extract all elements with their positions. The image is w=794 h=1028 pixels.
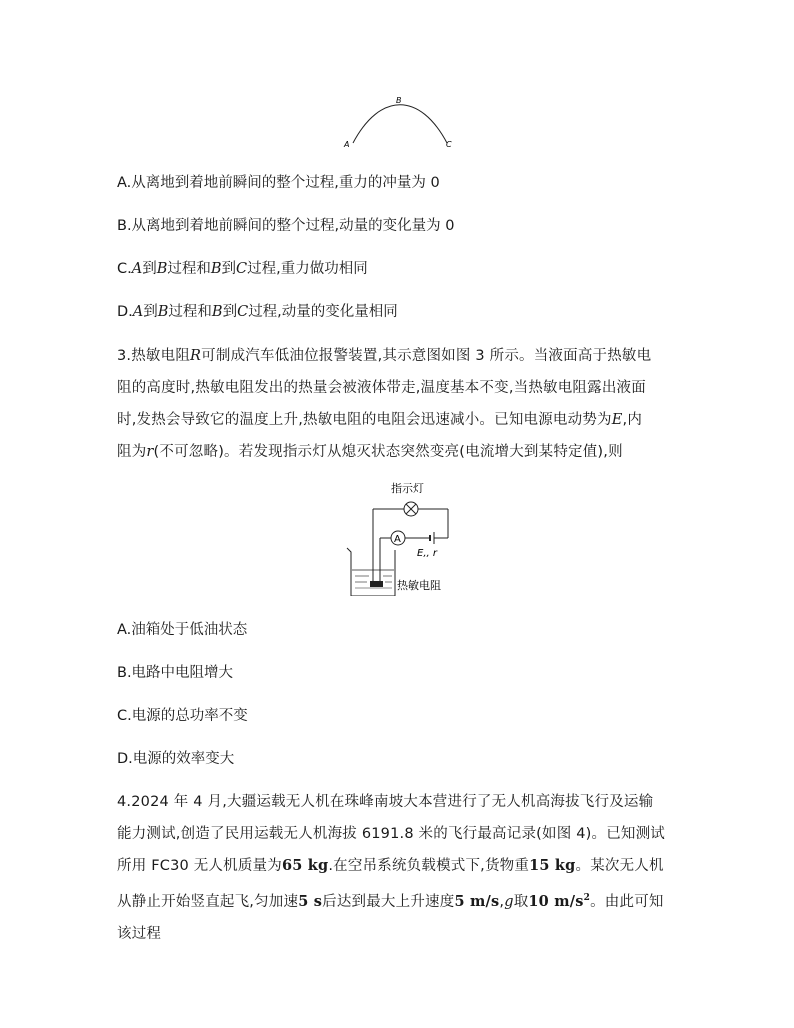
- text: 过程,重力做功相同: [247, 261, 368, 277]
- q4-stem: [117, 786, 677, 950]
- text: 到: [221, 261, 237, 277]
- arc-curve: [353, 105, 447, 143]
- q4-line-1: 4.2024 年 4 月,大疆运载无人机在珠峰南坡大本营进行了无人机高海拔飞行及运输: [117, 794, 654, 810]
- lamp-label: 指示灯: [391, 482, 424, 495]
- gravity-value: 10 $m/s^2$: [528, 892, 591, 910]
- text: 过程和: [167, 261, 211, 277]
- var-e: E: [611, 412, 623, 428]
- text: 到: [143, 304, 158, 320]
- var-a: A: [132, 304, 144, 320]
- time-value: 5 s: [298, 892, 323, 910]
- q2-option-a: A.从离地到着地前瞬间的整个过程,重力的冲量为 0: [117, 175, 440, 191]
- q2-option-c: [117, 259, 368, 279]
- arc-label-b: B: [396, 96, 402, 105]
- exponent: 2: [583, 893, 591, 903]
- text: 到: [142, 261, 157, 277]
- q2-option-b: B.从离地到着地前瞬间的整个过程,动量的变化量为 0: [117, 218, 455, 234]
- q3-line-4: 阻为r(不可忽略)。若发现指示灯从熄灭状态突然变亮(电流增大到某特定值),则: [117, 444, 623, 460]
- thermistor: [370, 581, 383, 587]
- ammeter-symbol: A: [394, 534, 401, 545]
- q2-option-d: [117, 302, 398, 322]
- arc-label-c: C: [446, 140, 452, 149]
- var-b: B: [210, 261, 222, 277]
- battery-icon: [430, 532, 434, 544]
- source-label: E,, r: [417, 548, 437, 559]
- text: 过程,动量的变化量相同: [248, 304, 398, 320]
- thermistor-label: 热敏电阻: [397, 579, 441, 592]
- q3-line-1: 3.热敏电阻R可制成汽车低油位报警装置,其示意图如图 3 所示。当液面高于热敏电: [117, 348, 652, 364]
- text: 过程和: [168, 304, 212, 320]
- text: 到: [222, 304, 238, 320]
- q2-option-d-prefix: D.: [117, 304, 133, 320]
- var-g: g: [504, 893, 514, 910]
- q4-line-4: 从静止开始竖直起飞,匀加速5 s后达到最大上升速度5 m/s,g取10 $m/s^2$。由此可知: [117, 892, 664, 910]
- var-r-upper: R: [190, 348, 202, 364]
- q3-option-c: C.电源的总功率不变: [117, 708, 248, 724]
- q4-line-3: 所用 FC30 无人机质量为65 kg.在空吊系统负载模式下,货物重15 kg。某次无人机: [117, 857, 664, 874]
- mass-drone: 65 kg: [281, 857, 329, 874]
- var-r-lower: r: [146, 444, 154, 460]
- speed-value: 5 m/s: [454, 892, 500, 910]
- mass-cargo: 15 kg: [529, 857, 576, 874]
- var-c: C: [236, 261, 248, 277]
- q3-option-b: B.电路中电阻增大: [117, 665, 234, 681]
- q3-line-2: 阻的高度时,热敏电阻发出的热量会被液体带走,温度基本不变,当热敏电阻露出液面: [117, 380, 646, 396]
- q3-option-a: A.油箱处于低油状态: [117, 622, 248, 638]
- q4-line-2: 能力测试,创造了民用运载无人机海拔 6191.8 米的飞行最高记录(如图 4)。已知测试: [117, 826, 666, 842]
- var-b: B: [157, 304, 169, 320]
- q2-option-c-prefix: C.: [117, 261, 132, 277]
- arc-label-a: A: [344, 140, 350, 149]
- lamp-icon: [404, 502, 418, 516]
- var-a: A: [131, 261, 143, 277]
- arc-figure: [340, 92, 460, 152]
- q3-stem: [117, 340, 677, 468]
- ammeter-icon: [391, 531, 405, 545]
- q3-line-3: 时,发热会导致它的温度上升,热敏电阻的电阻会迅速减小。已知电源电动势为E,内: [117, 412, 643, 428]
- var-b: B: [156, 261, 168, 277]
- oil-tank: [347, 548, 395, 596]
- q4-line-5: 该过程: [117, 925, 162, 942]
- q3-option-d: D.电源的效率变大: [117, 751, 235, 767]
- var-c: C: [237, 304, 249, 320]
- var-b: B: [211, 304, 223, 320]
- circuit-figure: [335, 478, 475, 596]
